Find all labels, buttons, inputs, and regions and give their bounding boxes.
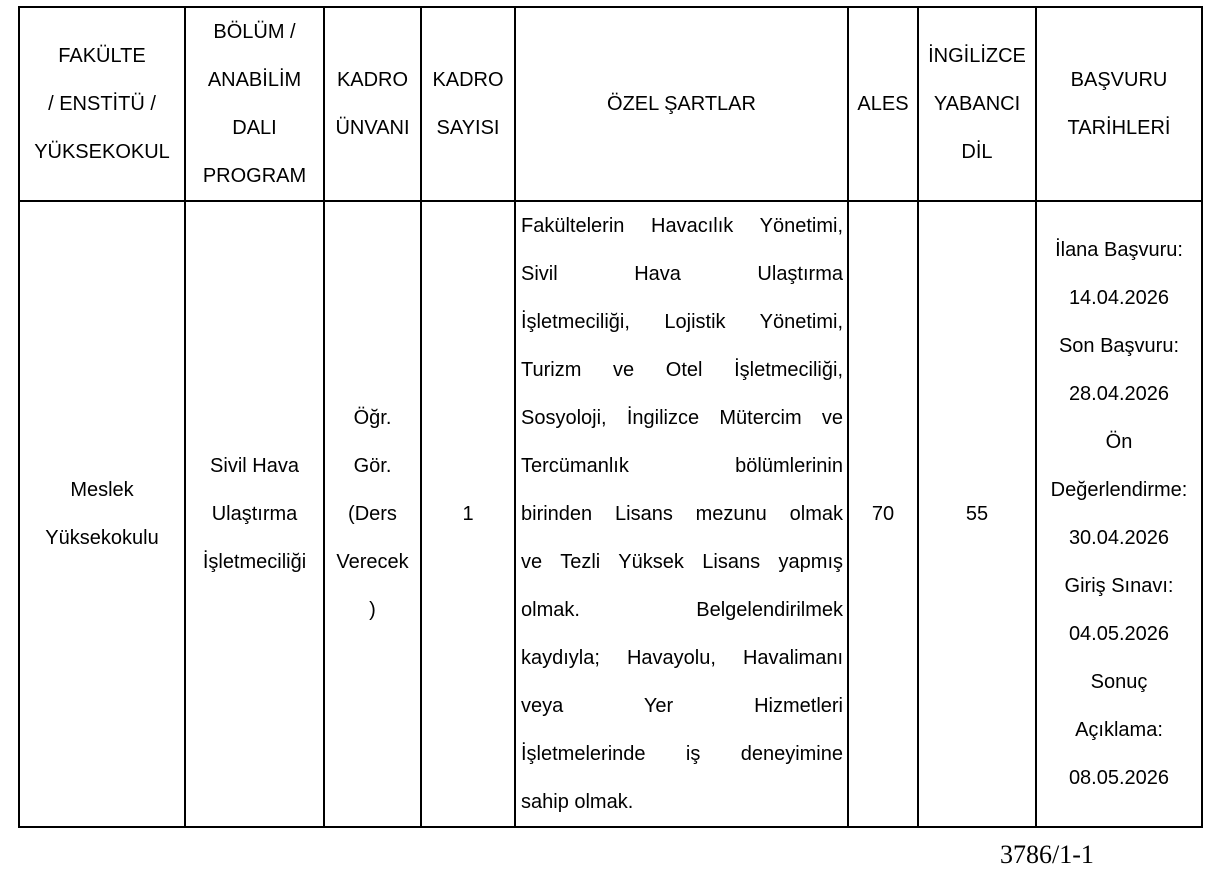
ilan-table xyxy=(18,6,1203,828)
header-row xyxy=(19,7,1202,201)
cell-kadro-sayisi: 1 xyxy=(421,201,515,827)
document-number: 3786/1-1 xyxy=(1000,840,1094,869)
cell-basvuru-tarihleri: İlana Başvuru: 14.04.2026 Son Başvuru: 28.04.2026 Ön Değerlendirme: 30.04.2026 Giriş Sınavı: 04.05.2026 Sonuç Açıklama: 08.05.2026 xyxy=(1036,201,1202,827)
cell-kadro-unvani: Öğr. Gör. (Ders Verecek ) xyxy=(324,201,421,827)
cell-ozel-sartlar: Fakültelerin Havacılık Yönetimi, Sivil Hava Ulaştırma İşletmeciliği, Lojistik Yönetimi, Turizm ve Otel İşletmeciliği, Sosyoloji, İngilizce Mütercim ve Tercümanlık bölümlerinin birinden Lisans mezunu olmak ve Tezli Yüksek Lisans yapmış olmak. Belgelendirilmek kaydıyla; Havayolu, Havalimanı veya Yer Hizmetleri İşletmelerinde iş deneyimine sahip olmak. xyxy=(515,201,848,827)
header-bolum: BÖLÜM / ANABİLİM DALI PROGRAM xyxy=(185,7,324,201)
cell-ales: 70 xyxy=(848,201,918,827)
header-yabanci-dil: İNGİLİZCE YABANCI DİL xyxy=(918,7,1036,201)
header-kadro-sayisi: KADRO SAYISI xyxy=(421,7,515,201)
cell-yabanci-dil: 55 xyxy=(918,201,1036,827)
cell-bolum: Sivil Hava Ulaştırma İşletmeciliği xyxy=(185,201,324,827)
header-kadro-unvani: KADRO ÜNVANI xyxy=(324,7,421,201)
header-fakulte: FAKÜLTE / ENSTİTÜ / YÜKSEKOKUL xyxy=(19,7,185,201)
header-basvuru-tarihleri: BAŞVURU TARİHLERİ xyxy=(1036,7,1202,201)
header-ales: ALES xyxy=(848,7,918,201)
cell-fakulte: Meslek Yüksekokulu xyxy=(19,201,185,827)
header-ozel-sartlar: ÖZEL ŞARTLAR xyxy=(515,7,848,201)
table-row xyxy=(19,201,1202,827)
